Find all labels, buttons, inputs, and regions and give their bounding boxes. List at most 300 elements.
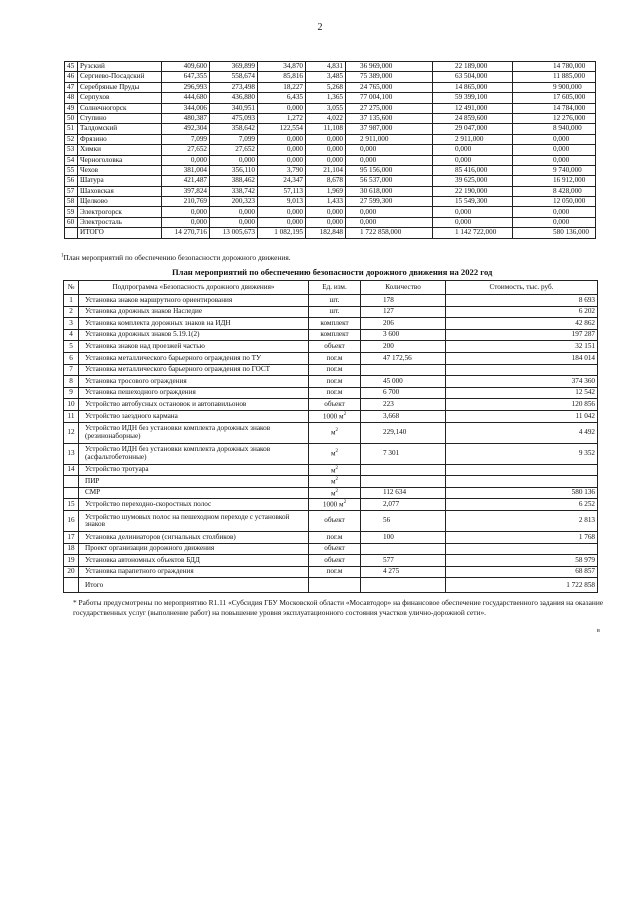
unit-text: м (330, 428, 336, 437)
table-cell: 27 599,300 (346, 197, 433, 207)
table-cell: 14 784,000 (513, 103, 596, 113)
table-cell: 580 136,000 (513, 228, 596, 238)
row-quantity: 200 (361, 341, 446, 353)
table-cell: 1,272 (258, 113, 306, 123)
table-cell: Фрязино (78, 134, 162, 144)
table-cell: 421,487 (162, 176, 210, 186)
table-cell: 39 625,000 (433, 176, 513, 186)
row-name: Установка тросового ограждения (79, 376, 309, 388)
row-name: Установка комплекта дорожных знаков на ИДН (79, 318, 309, 330)
table-cell: Электросталь (78, 217, 162, 227)
row-quantity: 229,140 (361, 422, 446, 443)
table-row (65, 62, 596, 72)
table-cell: 24,347 (258, 176, 306, 186)
table-cell: 647,355 (162, 72, 210, 82)
header-subprogram: Подпрограмма «Безопасность дорожного движения» (79, 281, 309, 295)
row-unit (309, 387, 361, 399)
table-cell: 37 135,600 (346, 113, 433, 123)
table-cell: 15 549,300 (433, 197, 513, 207)
row-number: 19 (64, 555, 79, 567)
total-row (64, 578, 598, 593)
table-cell: 49 (65, 103, 78, 113)
row-quantity: 223 (361, 399, 446, 411)
table-cell (309, 578, 361, 593)
table-cell: 59 399,100 (433, 93, 513, 103)
table-cell: 53 (65, 145, 78, 155)
unit-text: пог.м (326, 567, 343, 576)
table-row (64, 387, 598, 399)
unit-text: объект (324, 342, 345, 351)
municipal-summary-body (65, 62, 596, 239)
row-unit (309, 295, 361, 307)
unit-superscript: 2 (335, 465, 339, 471)
table-cell: Чехов (78, 165, 162, 175)
table-cell: 16 912,000 (513, 176, 596, 186)
table-cell: 75 389,000 (346, 72, 433, 82)
row-number (64, 476, 79, 488)
total-cost: 1 722 858 (446, 578, 598, 593)
table-cell: 0,000 (258, 155, 306, 165)
table-cell: 3,055 (306, 103, 346, 113)
table-cell: 409,600 (162, 62, 210, 72)
table-cell: Талдомский (78, 124, 162, 134)
unit-text: шт. (329, 307, 340, 316)
table-cell: 8,678 (306, 176, 346, 186)
table-cell: 0,000 (258, 207, 306, 217)
table-cell: 7,099 (162, 134, 210, 144)
row-cost: 580 136 (446, 487, 598, 499)
unit-text: комплект (320, 330, 349, 339)
unit-superscript: 2 (335, 428, 339, 434)
unit-superscript: 2 (343, 500, 347, 506)
table-cell: 9 740,000 (513, 165, 596, 175)
table-cell: 85 416,000 (433, 165, 513, 175)
row-quantity: 45 000 (361, 376, 446, 388)
table-row (65, 72, 596, 82)
row-name: Устройство переходно-скоростных полос (79, 499, 309, 511)
table-cell: 0,000 (433, 145, 513, 155)
row-cost: 184 014 (446, 352, 598, 364)
table-row (64, 410, 598, 422)
table-cell: 358,642 (210, 124, 258, 134)
table-cell: Солнечногорск (78, 103, 162, 113)
table-cell: 45 (65, 62, 78, 72)
table-cell: Электрогорск (78, 207, 162, 217)
table-row (65, 207, 596, 217)
table-row (64, 422, 598, 443)
table-cell: 5,268 (306, 82, 346, 92)
table-row (64, 510, 598, 531)
table-cell: 3,790 (258, 165, 306, 175)
row-name: Установка знаков маршрутного ориентирования (79, 295, 309, 307)
table-cell: 0,000 (513, 145, 596, 155)
table-cell: 369,899 (210, 62, 258, 72)
unit-text: пог.м (326, 388, 343, 397)
table-cell: 1,969 (306, 186, 346, 196)
row-name: Установка металлического барьерного ограждения по ТУ (79, 352, 309, 364)
row-name: СМР (79, 487, 309, 499)
row-cost: 32 151 (446, 341, 598, 353)
table-cell: 9,013 (258, 197, 306, 207)
row-number: 7 (64, 364, 79, 376)
row-quantity: 3,668 (361, 410, 446, 422)
table-cell: 344,006 (162, 103, 210, 113)
table-cell: ИТОГО (78, 228, 162, 238)
table-cell: 558,674 (210, 72, 258, 82)
table-cell: 12 276,000 (513, 113, 596, 123)
unit-text: пог.м (326, 376, 343, 385)
row-quantity: 4 275 (361, 566, 446, 578)
row-quantity: 2,077 (361, 499, 446, 511)
row-name: Устройство автобусных остановок и автопавильонов (79, 399, 309, 411)
unit-text: комплект (320, 318, 349, 327)
row-quantity: 6 700 (361, 387, 446, 399)
table-cell: 55 (65, 165, 78, 175)
row-cost: 1 768 (446, 531, 598, 543)
row-quantity: 206 (361, 318, 446, 330)
row-name: Установка дорожных знаков Наследие (79, 306, 309, 318)
unit-text: м (330, 465, 336, 474)
row-unit (309, 476, 361, 488)
table-row (64, 376, 598, 388)
row-cost: 68 857 (446, 566, 598, 578)
table-cell: 397,824 (162, 186, 210, 196)
table-cell: 1,365 (306, 93, 346, 103)
row-quantity: 127 (361, 306, 446, 318)
table-row (64, 499, 598, 511)
unit-text: шт. (329, 295, 340, 304)
row-number: 13 (64, 443, 79, 464)
table-cell: 4,831 (306, 62, 346, 72)
table-cell: 0,000 (210, 217, 258, 227)
table-row (64, 464, 598, 476)
unit-superscript: 2 (335, 477, 339, 483)
table-cell: 0,000 (433, 217, 513, 227)
row-number: 16 (64, 510, 79, 531)
row-unit (309, 399, 361, 411)
table-cell: 24 859,600 (433, 113, 513, 123)
row-number (64, 487, 79, 499)
table-cell: 0,000 (258, 145, 306, 155)
row-cost: 11 042 (446, 410, 598, 422)
row-number: 10 (64, 399, 79, 411)
row-unit (309, 464, 361, 476)
row-unit (309, 364, 361, 376)
corner-mark: в (597, 628, 600, 634)
table-row (65, 93, 596, 103)
unit-text: м (330, 489, 336, 498)
table-cell: 0,000 (513, 217, 596, 227)
row-name: Устройство ИДН без установки комплекта дорожных знаков (резинонаборные) (79, 422, 309, 443)
table-row (65, 217, 596, 227)
table-cell: 56 537,000 (346, 176, 433, 186)
table-cell: Щелково (78, 197, 162, 207)
table-row (64, 306, 598, 318)
row-quantity (361, 364, 446, 376)
table-cell: 56 (65, 176, 78, 186)
table-cell: 27,652 (162, 145, 210, 155)
unit-superscript: 2 (343, 411, 347, 417)
row-quantity (361, 543, 446, 555)
row-name: Установка знаков над проезжей частью (79, 341, 309, 353)
table-cell: 22 190,000 (433, 186, 513, 196)
table-cell (65, 228, 78, 238)
row-name: Устройство шумовых полос на пешеходном переходе с установкой знаков (79, 510, 309, 531)
row-name: Установка пешеходного ограждения (79, 387, 309, 399)
table-cell: 50 (65, 113, 78, 123)
table-cell: 200,323 (210, 197, 258, 207)
table-row (64, 329, 598, 341)
table-cell: 0,000 (258, 134, 306, 144)
row-number: 11 (64, 410, 79, 422)
table-cell: 60 (65, 217, 78, 227)
table-cell: 381,004 (162, 165, 210, 175)
row-quantity: 112 634 (361, 487, 446, 499)
unit-text: 1000 м (322, 500, 344, 509)
table-cell: 0,000 (162, 217, 210, 227)
table-cell: 34,870 (258, 62, 306, 72)
table-cell: 59 (65, 207, 78, 217)
row-number: 1 (64, 295, 79, 307)
header-unit: Ед. изм. (309, 281, 361, 295)
table-cell: 2 911,000 (346, 134, 433, 144)
row-unit (309, 499, 361, 511)
table-cell: 0,000 (162, 155, 210, 165)
table-cell: 30 618,000 (346, 186, 433, 196)
table-cell: 0,000 (306, 217, 346, 227)
road-safety-plan-table (63, 280, 598, 593)
table-cell: Химки (78, 145, 162, 155)
table-cell: 52 (65, 134, 78, 144)
row-cost (446, 476, 598, 488)
row-quantity: 100 (361, 531, 446, 543)
table-cell: 8 940,000 (513, 124, 596, 134)
row-unit (309, 487, 361, 499)
row-number: 14 (64, 464, 79, 476)
row-number: 2 (64, 306, 79, 318)
row-name: Установка парапетного ограждения (79, 566, 309, 578)
table-row (64, 341, 598, 353)
table-cell: 12 050,000 (513, 197, 596, 207)
table-cell: 0,000 (433, 207, 513, 217)
table-cell: 0,000 (306, 207, 346, 217)
table-cell: 22 189,000 (433, 62, 513, 72)
row-number: 9 (64, 387, 79, 399)
table-cell: 27,652 (210, 145, 258, 155)
row-unit (309, 422, 361, 443)
table-cell: 0,000 (306, 145, 346, 155)
table-cell: Черноголовка (78, 155, 162, 165)
row-unit (309, 410, 361, 422)
table-cell: 4,022 (306, 113, 346, 123)
table-cell (361, 578, 446, 593)
table-cell: 296,993 (162, 82, 210, 92)
table-cell: 1,433 (306, 197, 346, 207)
table-cell: 14 865,000 (433, 82, 513, 92)
row-quantity (361, 476, 446, 488)
table-cell: 0,000 (306, 134, 346, 144)
table-cell: 11,108 (306, 124, 346, 134)
table-cell: 340,951 (210, 103, 258, 113)
table-cell: 338,742 (210, 186, 258, 196)
table-row (64, 566, 598, 578)
row-unit (309, 543, 361, 555)
table-cell: 12 491,000 (433, 103, 513, 113)
table-row (65, 82, 596, 92)
table-cell: 2 911,000 (433, 134, 513, 144)
unit-text: объект (324, 400, 345, 409)
table-cell: 46 (65, 72, 78, 82)
row-name: Установка автономных объектов БДД (79, 555, 309, 567)
table-cell: 17 605,000 (513, 93, 596, 103)
table-cell: 63 504,000 (433, 72, 513, 82)
footnote-1-text: План мероприятий по обеспечению безопасности дорожного движения. (63, 253, 291, 262)
table-row (65, 134, 596, 144)
table-cell: Ступино (78, 113, 162, 123)
row-number: 18 (64, 543, 79, 555)
table-cell: 48 (65, 93, 78, 103)
table-cell: 210,769 (162, 197, 210, 207)
row-number: 4 (64, 329, 79, 341)
table-cell: 51 (65, 124, 78, 134)
table-row (64, 295, 598, 307)
row-name: ПИР (79, 476, 309, 488)
row-unit (309, 566, 361, 578)
table-cell: Серебряные Пруды (78, 82, 162, 92)
table-cell: 122,554 (258, 124, 306, 134)
table-row (64, 399, 598, 411)
row-cost: 42 862 (446, 318, 598, 330)
table-row (65, 155, 596, 165)
table-cell: 0,000 (346, 145, 433, 155)
row-cost: 197 287 (446, 329, 598, 341)
row-unit (309, 341, 361, 353)
row-cost (446, 364, 598, 376)
table-cell: 57 (65, 186, 78, 196)
table-row (65, 103, 596, 113)
table-cell: 388,462 (210, 176, 258, 186)
row-number: 3 (64, 318, 79, 330)
row-name: Устройство тротуара (79, 464, 309, 476)
row-number: 12 (64, 422, 79, 443)
unit-text: 1000 м (322, 412, 344, 421)
table-row (65, 197, 596, 207)
row-cost (446, 464, 598, 476)
table-cell (64, 578, 79, 593)
table-cell: 6,435 (258, 93, 306, 103)
unit-text: объект (324, 516, 345, 525)
table-cell: 0,000 (513, 134, 596, 144)
table-cell: 9 900,000 (513, 82, 596, 92)
row-quantity: 577 (361, 555, 446, 567)
table-cell: 95 156,000 (346, 165, 433, 175)
row-number: 20 (64, 566, 79, 578)
table-cell: Шатура (78, 176, 162, 186)
table-row (65, 165, 596, 175)
unit-text: пог.м (326, 532, 343, 541)
table-cell: 1 722 858,000 (346, 228, 433, 238)
footnote-2: * Работы предусмотрены по мероприятию R1.11 «Субсидия ГБУ Московской области «Мосавтодор» на финансовое обеспечение государственного задания на оказание государственных услуг (выполнение работ) на повышение уровня эксплуатационного состояния участков улично-дорожной сети». (73, 598, 604, 617)
table-cell: 0,000 (210, 207, 258, 217)
row-cost: 8 693 (446, 295, 598, 307)
table-cell: 14 780,000 (513, 62, 596, 72)
row-unit (309, 443, 361, 464)
table-row (64, 531, 598, 543)
row-cost: 374 360 (446, 376, 598, 388)
unit-text: объект (324, 544, 345, 553)
table-header-row (64, 281, 598, 295)
table-cell: 1 082,195 (258, 228, 306, 238)
table-row (64, 487, 598, 499)
table-row (65, 124, 596, 134)
page-number: 2 (317, 22, 323, 33)
header-number: № (64, 281, 79, 295)
table-cell: 85,816 (258, 72, 306, 82)
table-cell: Серпухов (78, 93, 162, 103)
table-cell: 492,304 (162, 124, 210, 134)
table-cell: 0,000 (306, 155, 346, 165)
unit-text: пог.м (326, 365, 343, 374)
table-cell: 475,093 (210, 113, 258, 123)
row-name: Установка дорожных знаков 5.19.1(2) (79, 329, 309, 341)
table-cell: 29 047,000 (433, 124, 513, 134)
table-cell: 54 (65, 155, 78, 165)
row-unit (309, 306, 361, 318)
total-row (65, 228, 596, 238)
table-cell: 0,000 (513, 155, 596, 165)
row-name: Проект организации дорожного движения (79, 543, 309, 555)
table-cell: 47 (65, 82, 78, 92)
table-cell: 480,387 (162, 113, 210, 123)
table-cell: 13 005,673 (210, 228, 258, 238)
table-row (64, 476, 598, 488)
table-cell: 7,099 (210, 134, 258, 144)
row-unit (309, 329, 361, 341)
footnote-mark: 1 (61, 253, 64, 259)
row-cost: 6 202 (446, 306, 598, 318)
row-name: Устройство заездного кармана (79, 410, 309, 422)
table-row (64, 352, 598, 364)
row-cost: 4 492 (446, 422, 598, 443)
table-cell: Сергиево-Посадский (78, 72, 162, 82)
row-cost: 2 813 (446, 510, 598, 531)
plan-title: План мероприятий по обеспечению безопасности дорожного движения на 2022 год (172, 267, 493, 277)
row-unit (309, 376, 361, 388)
table-row (64, 555, 598, 567)
row-name: Установка металлического барьерного ограждения по ГОСТ (79, 364, 309, 376)
table-cell: 14 270,716 (162, 228, 210, 238)
table-cell: 8 428,000 (513, 186, 596, 196)
row-unit (309, 555, 361, 567)
table-cell: 0,000 (210, 155, 258, 165)
table-cell: 57,113 (258, 186, 306, 196)
table-row (65, 186, 596, 196)
table-row (65, 176, 596, 186)
table-cell: 356,110 (210, 165, 258, 175)
table-cell: 0,000 (162, 207, 210, 217)
row-cost: 120 856 (446, 399, 598, 411)
table-cell: 0,000 (346, 155, 433, 165)
table-cell: 0,000 (258, 103, 306, 113)
table-cell: 0,000 (346, 207, 433, 217)
row-number: 17 (64, 531, 79, 543)
row-number: 8 (64, 376, 79, 388)
unit-superscript: 2 (335, 449, 339, 455)
table-cell: 0,000 (433, 155, 513, 165)
table-cell: Рузский (78, 62, 162, 72)
table-row (64, 543, 598, 555)
table-cell: 436,880 (210, 93, 258, 103)
